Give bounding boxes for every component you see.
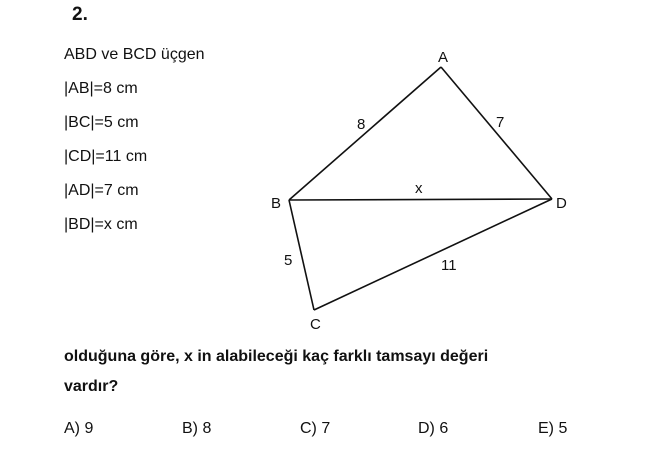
edge-bd-length: x xyxy=(415,180,423,197)
choice-b[interactable]: B) 8 xyxy=(182,420,212,437)
vertex-a-label: A xyxy=(438,49,449,66)
edge-bd xyxy=(289,199,552,200)
question-number: 2. xyxy=(72,4,88,25)
edge-cd-length: 11 xyxy=(441,257,457,274)
edge-bc-length: 5 xyxy=(284,252,293,269)
question-line: vardır? xyxy=(64,378,119,395)
edge-ad xyxy=(441,67,552,199)
choice-d[interactable]: D) 6 xyxy=(418,420,449,437)
choice-a[interactable]: A) 9 xyxy=(64,420,94,437)
vertex-c-label: C xyxy=(310,316,321,333)
vertex-b-label: B xyxy=(271,195,282,212)
edge-cd xyxy=(314,199,552,310)
choice-c[interactable]: C) 7 xyxy=(300,420,331,437)
edge-ad-length: 7 xyxy=(496,114,505,131)
question-line: olduğuna göre, x in alabileceği kaç farklı tamsayı değeri xyxy=(64,348,489,365)
given-line: |BD|=x cm xyxy=(64,216,138,233)
given-line: |CD|=11 cm xyxy=(64,148,148,165)
given-line: |AB|=8 cm xyxy=(64,80,138,97)
given-line: |AD|=7 cm xyxy=(64,182,139,199)
edge-bc xyxy=(289,200,314,310)
given-line: ABD ve BCD üçgen xyxy=(64,46,205,63)
given-line: |BC|=5 cm xyxy=(64,114,139,131)
edge-ab-length: 8 xyxy=(357,116,366,133)
vertex-d-label: D xyxy=(556,195,567,212)
choice-e[interactable]: E) 5 xyxy=(538,420,568,437)
question-text xyxy=(64,342,604,402)
